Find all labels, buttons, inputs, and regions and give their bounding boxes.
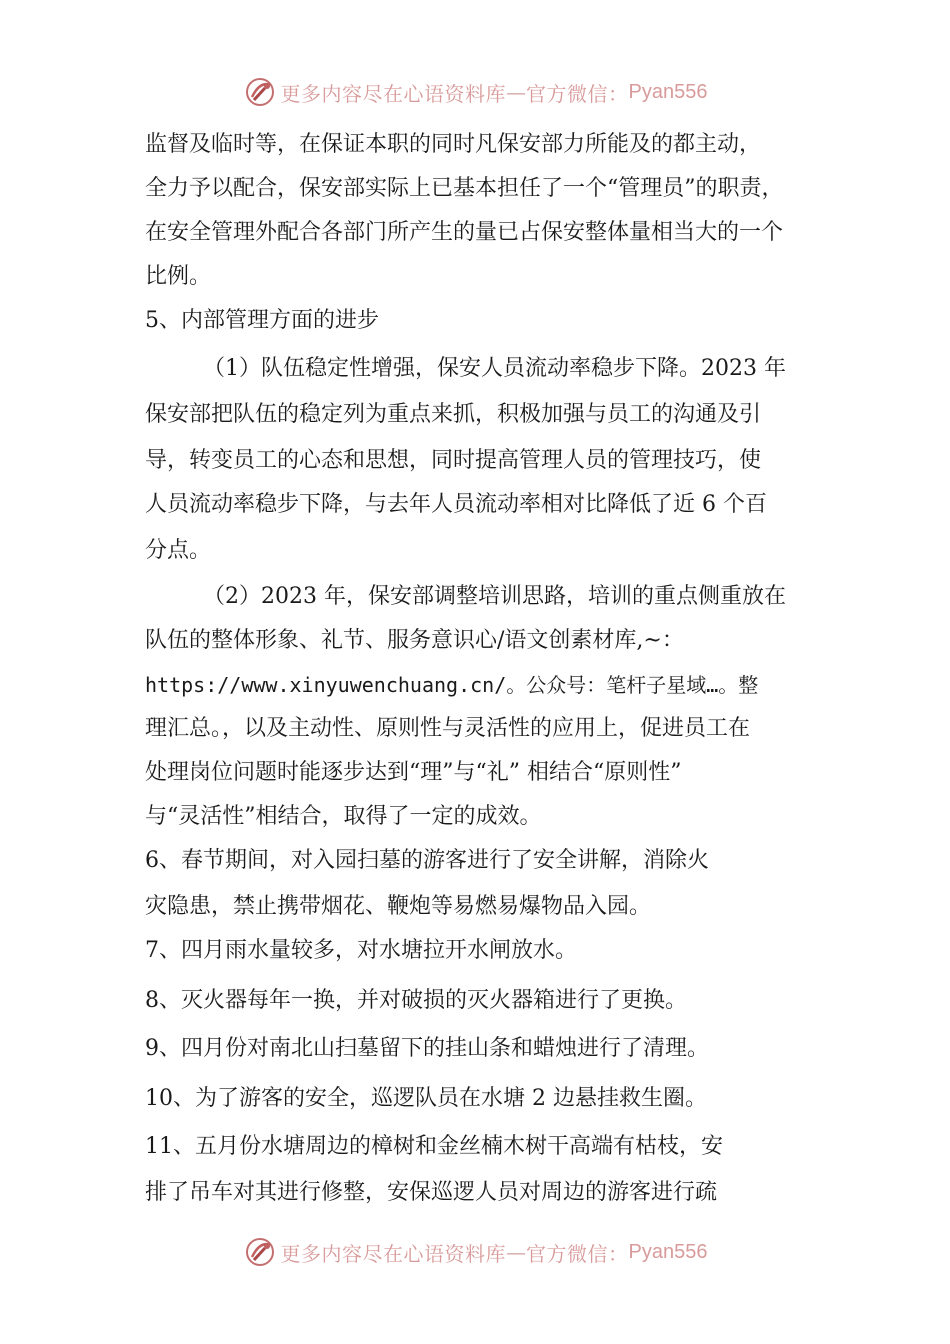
banner-separator: — [506,1240,527,1264]
banner-wechat-id: Pyan556 [628,1240,708,1263]
text-line: 保安部把队伍的稳定列为重点来抓，积极加强与员工的沟通及引 [145,402,762,427]
text-line: 分点。 [145,538,212,563]
banner-wechat-label: 官方微信： [526,1241,629,1266]
banner-text: 更多内容尽在心语资料库 [280,1241,507,1266]
footer-banner [0,1230,950,1274]
list-item: 9、四月份对南北山扫墓留下的挂山条和蜡烛进行了清理。 [145,1036,709,1061]
text-line: 灾隐患，禁止携带烟花、鞭炮等易燃易爆物品入园。 [145,894,652,919]
section-heading: 5、内部管理方面的进步 [145,308,379,333]
list-item: 11、五月份水塘周边的樟树和金丝楠木树干高端有枯枝，安 [145,1134,723,1159]
text-line-url: https://www.xinyuwenchuang.cn/。公众号：笔杆子星域…。整 [145,673,759,697]
text-line: 比例。 [145,264,212,289]
text-line: 在安全管理外配合各部门所产生的量已占保安整体量相当大的一个 [145,220,784,245]
banner-wechat-id: Pyan556 [628,80,708,103]
banner-wechat-label: 官方微信： [526,81,629,106]
banner-text: 更多内容尽在心语资料库 [280,81,507,106]
text-line: 与“灵活性”相结合，取得了一定的成效。 [145,804,542,829]
brand-logo-icon [243,1235,277,1269]
text-line: 全力予以配合，保安部实际上已基本担任了一个“管理员”的职责， [145,176,784,201]
text-line: 监督及临时等，在保证本职的同时凡保安部力所能及的都主动， [145,132,762,157]
text-line: 队伍的整体形象、礼节、服务意识心/语文创素材库,~： [145,628,684,653]
list-item: 6、春节期间，对入园扫墓的游客进行了安全讲解，消除火 [145,848,709,873]
list-item: 8、灭火器每年一换，并对破损的灭火器箱进行了更换。 [145,988,687,1013]
text-line: 理汇总。，以及主动性、原则性与灵活性的应用上，促进员工在 [145,716,751,741]
text-line: （1）队伍稳定性增强，保安人员流动率稳步下降。2023 年 [203,356,786,381]
text-line: 处理岗位问题时能逐步达到“理”与“礼” 相结合“原则性” [145,760,682,785]
banner-separator: — [506,80,527,104]
text-line: 排了吊车对其进行修整，安保巡逻人员对周边的游客进行疏 [145,1180,718,1205]
list-item: 10、为了游客的安全，巡逻队员在水塘 2 边悬挂救生圈。 [145,1086,707,1111]
text-line: （2）2023 年，保安部调整培训思路，培训的重点侧重放在 [203,584,786,609]
text-line: 人员流动率稳步下降，与去年人员流动率相对比降低了近 6 个百 [145,492,767,517]
text-line: 导，转变员工的心态和思想，同时提高管理人员的管理技巧，使 [145,448,762,473]
list-item: 7、四月雨水量较多，对水塘拉开水闸放水。 [145,938,577,963]
